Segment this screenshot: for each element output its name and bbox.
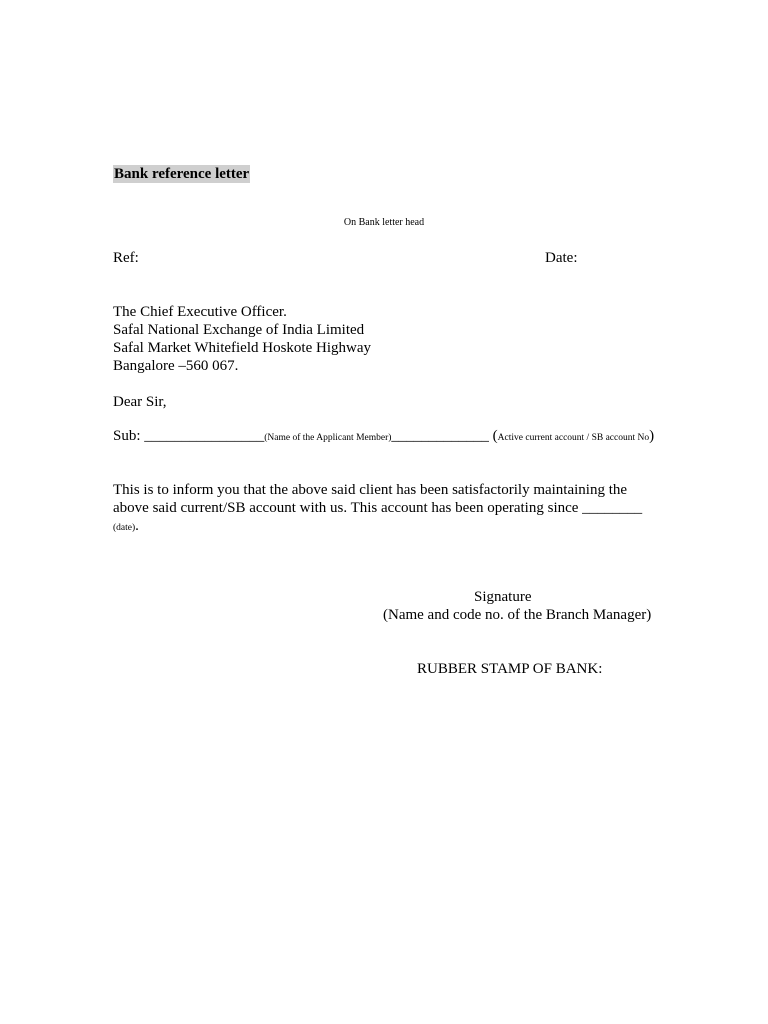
salutation: Dear Sir,	[113, 394, 167, 410]
body-date-note: (date)	[113, 523, 136, 533]
address-line-4: Bangalore –560 067.	[113, 358, 239, 374]
body-line-2: above said current/SB account with us. This account has been operating since ________	[113, 500, 643, 516]
subject-note-account: Active current account / SB account No	[497, 433, 650, 443]
date-label: Date:	[545, 250, 578, 266]
document-title: Bank reference letter	[114, 166, 250, 182]
subject-note-applicant: (Name of the Applicant Member)	[264, 433, 392, 443]
ref-label: Ref:	[113, 250, 139, 266]
signature-label: Signature	[474, 589, 532, 605]
subject-label: Sub:	[113, 428, 145, 444]
rubber-stamp-label: RUBBER STAMP OF BANK:	[417, 661, 603, 677]
letterhead-note: On Bank letter head	[343, 217, 425, 228]
subject-blank-name: ________________	[144, 428, 265, 444]
subject-line	[113, 427, 654, 447]
body-line-3	[113, 517, 139, 537]
body-line-1: This is to inform you that the above said client has been satisfactorily maintaining the	[113, 482, 628, 498]
subject-blank-account: _____________	[391, 428, 489, 444]
address-line-3: Safal Market Whitefield Hoskote Highway	[113, 340, 371, 356]
signature-note: (Name and code no. of the Branch Manager)	[383, 607, 652, 623]
subject-paren-close: )	[649, 428, 655, 444]
address-line-2: Safal National Exchange of India Limited	[113, 322, 365, 338]
address-line-1: The Chief Executive Officer.	[113, 304, 287, 320]
body-period: .	[135, 518, 139, 534]
subject-paren-open: (	[488, 428, 498, 444]
